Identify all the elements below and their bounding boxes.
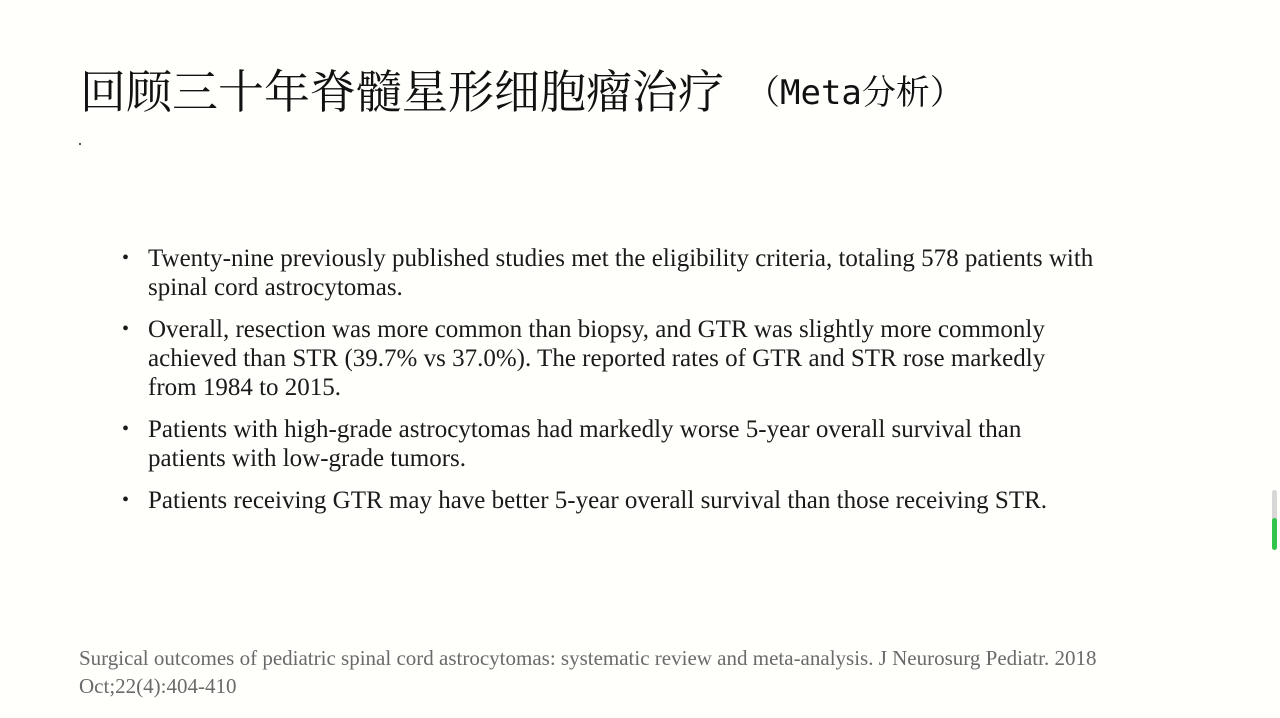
citation-reference: Surgical outcomes of pediatric spinal cord astrocytomas: systematic review and meta-analysis. J Neurosurg Pediatr. 2018 Oct;22(4):404-410 xyxy=(79,646,1097,698)
decorative-dot xyxy=(79,143,81,145)
bullet-marker: • xyxy=(122,318,130,340)
bullet-list xyxy=(120,244,1095,528)
bullet-text: Twenty-nine previously published studies met the eligibility criteria, totaling 578 patients with spinal cord astrocytomas. xyxy=(148,245,1094,301)
bullet-item xyxy=(120,315,1095,402)
bullet-item xyxy=(120,415,1095,473)
bullet-text: Patients with high-grade astrocytomas had markedly worse 5-year overall survival than patients with low-grade tumors. xyxy=(148,416,1022,472)
bullet-text: Overall, resection was more common than biopsy, and GTR was slightly more commonly achieved than STR (39.7% vs 37.0%). The reported rates of GTR and STR rose markedly from 1984 to 2015. xyxy=(148,316,1046,401)
scrollbar-thumb[interactable] xyxy=(1272,518,1277,550)
slide-title xyxy=(80,62,964,127)
bullet-marker: • xyxy=(122,418,130,440)
bullet-marker: • xyxy=(122,247,130,269)
slide-title-suffix: （Meta分析） xyxy=(746,73,964,113)
bullet-text: Patients receiving GTR may have better 5-year overall survival than those receiving STR. xyxy=(148,487,1048,514)
vertical-scrollbar[interactable] xyxy=(1272,490,1277,550)
slide-title-main: 回顾三十年脊髓星形细胞瘤治疗 xyxy=(80,65,724,119)
bullet-item xyxy=(120,486,1095,515)
bullet-marker: • xyxy=(122,489,130,511)
bullet-item xyxy=(120,244,1095,302)
